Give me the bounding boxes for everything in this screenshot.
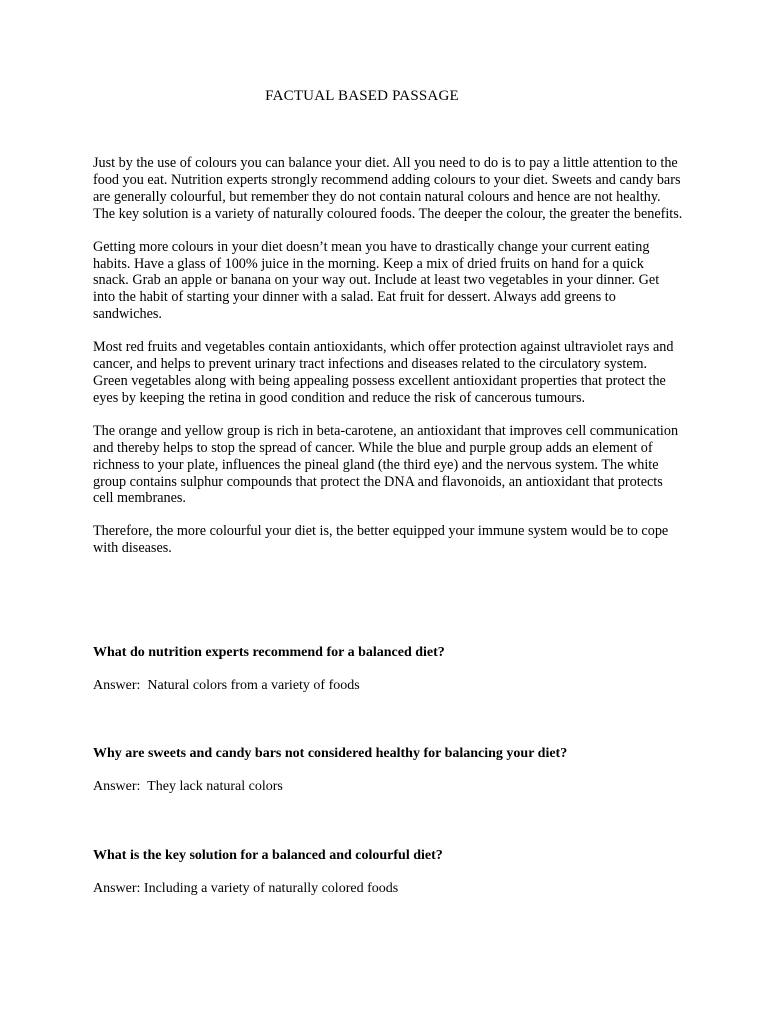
answer: Answer: Natural colors from a variety of foods xyxy=(93,678,360,693)
qa-item xyxy=(93,644,693,693)
paragraph: Just by the use of colours you can balance your diet. All you need to do is to pay a little attention to the food you eat. Nutrition experts strongly recommend adding colours to your diet. Sweets and candy bars are generally colourful, but remember they do not contain natural colours and hence are not healthy. The key solution is a variety of naturally coloured foods. The deeper the colour, the greater the benefits. xyxy=(93,155,683,222)
paragraph: Getting more colours in your diet doesn’t mean you have to drastically change your current eating habits. Have a glass of 100% juice in the morning. Keep a mix of dried fruits on hand for a quick snack. Grab an apple or banana on your way out. Include at least two vegetables in your dinner. Get into the habit of starting your dinner with a salad. Eat fruit for dessert. Always add greens to sandwiches. xyxy=(93,238,660,323)
qa-item xyxy=(93,847,693,896)
passage xyxy=(93,155,683,573)
page-title: FACTUAL BASED PASSAGE xyxy=(265,88,459,104)
paragraph: The orange and yellow group is rich in beta-carotene, an antioxidant that improves cell communication and thereby helps to stop the spread of cancer. While the blue and purple group adds an element of richness to your plate, influences the pineal gland (the third eye) and the nervous system. The white group contains sulphur compounds that protect the DNA and flavonoids, an antioxidant that protects cell membranes. xyxy=(93,422,679,507)
question: What do nutrition experts recommend for a balanced diet? xyxy=(93,645,445,660)
paragraph: Therefore, the more colourful your diet is, the better equipped your immune system would be to cope with diseases. xyxy=(93,523,669,557)
answer: Answer: They lack natural colors xyxy=(93,779,283,794)
qa-item xyxy=(93,745,693,794)
question: Why are sweets and candy bars not considered healthy for balancing your diet? xyxy=(93,746,568,761)
answer: Answer: Including a variety of naturally colored foods xyxy=(93,881,399,896)
paragraph: Most red fruits and vegetables contain antioxidants, which offer protection against ultraviolet rays and cancer, and helps to prevent urinary tract infections and diseases related to the circulatory system. Green vegetables along with being appealing possess excellent antioxidant properties that protect the eyes by keeping the retina in good condition and reduce the risk of cancerous tumours. xyxy=(93,339,674,406)
question: What is the key solution for a balanced and colourful diet? xyxy=(93,848,443,863)
